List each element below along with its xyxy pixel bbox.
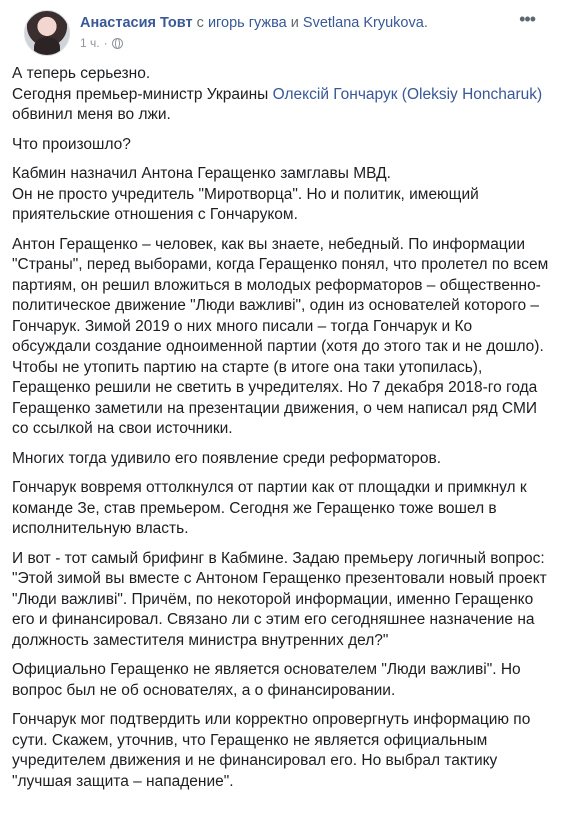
- paragraph-7: И вот - тот самый брифинг в Кабмине. Задаю премьеру логичный вопрос: "Этой зимой вы вместе с Антоном Геращенко презентовали новый проект "Люди важливі". Причём, по некоторой информации, именно Геращенко его и финансировал. Связано ли с этим его сегодняшнее назначение на должность заместителя министра внутренних дел?": [12, 549, 547, 649]
- paragraph-3: [12, 164, 551, 226]
- paragraph-5: Многих тогда удивило его появление среди реформаторов.: [12, 449, 442, 467]
- post-meta: [80, 36, 123, 50]
- tagged-end: .: [423, 15, 428, 31]
- paragraph-6: Гончарук вовремя оттолкнулся от партии как от площадки и примкнул к команде Зе, став премьером. Сегодня же Геращенко тоже вошел в исполнительную власть.: [12, 479, 527, 537]
- author-line: [80, 14, 428, 32]
- paragraph-1-line-2-pre: Сегодня премьер-министр Украины: [12, 85, 273, 103]
- and-text: и: [286, 15, 303, 31]
- paragraph-2: Что произошло?: [12, 135, 131, 153]
- meta-separator: ·: [103, 36, 108, 50]
- tagged-user-1-link[interactable]: игорь гужва: [207, 15, 287, 31]
- paragraph-3-line-2: Он не просто учредитель "Миротворца". Но и политик, имеющий приятельские отношения с Гончаруком.: [12, 185, 479, 223]
- globe-icon[interactable]: [112, 38, 123, 49]
- post-body: [12, 64, 551, 801]
- post-time-link[interactable]: 1 ч.: [80, 36, 100, 50]
- paragraph-9: Гончарук мог подтвердить или корректно опровергнуть информацию по сути. Скажем, уточнив, что Геращенко не является официальным учредителем движения и не финансировал его. Но выбрал тактику "лучшая защита – нападение".: [12, 711, 531, 790]
- post-header: [12, 0, 549, 58]
- paragraph-3-line-1: Кабмин назначил Антона Геращенко замглавы МВД.: [12, 165, 391, 182]
- author-name-link[interactable]: Анастасия Товт: [80, 15, 193, 31]
- honcharuk-profile-link[interactable]: Олексій Гончарук (Oleksiy Honcharuk): [272, 85, 543, 103]
- paragraph-1-line-1: А теперь серьезно.: [12, 65, 151, 82]
- paragraph-1-line-2-post: обвинил меня во лжи.: [12, 106, 171, 123]
- avatar[interactable]: [24, 10, 70, 56]
- with-text: с: [192, 15, 208, 31]
- paragraph-8: Официально Геращенко не является основателем "Люди важливі". Но вопрос был не об основателях, а о финансировании.: [12, 661, 521, 699]
- paragraph-4: Антон Геращенко – человек, как вы знаете, небедный. По информации "Страны", перед выборами, когда Геращенко понял, что пролетел по всем партиям, он решил вложиться в молодых реформаторов – общественно-политическое движение "Люди важливі", один из основателей которого – Гончарук. Зимой 2019 о них много писали – тогда Гончарук и Ко обсуждали создание одноименной партии (хотя до этого так и не дошло). Чтобы не утопить партию на старте (в итоге она таки утопилась), Геращенко решили не светить в учредителях. Но 7 декабря 2018-го года Геращенко заметили на презентации движения, о чем написал ряд СМИ со ссылкой на свои источники.: [12, 235, 549, 437]
- more-options-icon[interactable]: •••: [519, 9, 535, 29]
- paragraph-1: [12, 64, 551, 126]
- tagged-user-2-link[interactable]: Svetlana Kryukova: [302, 15, 424, 31]
